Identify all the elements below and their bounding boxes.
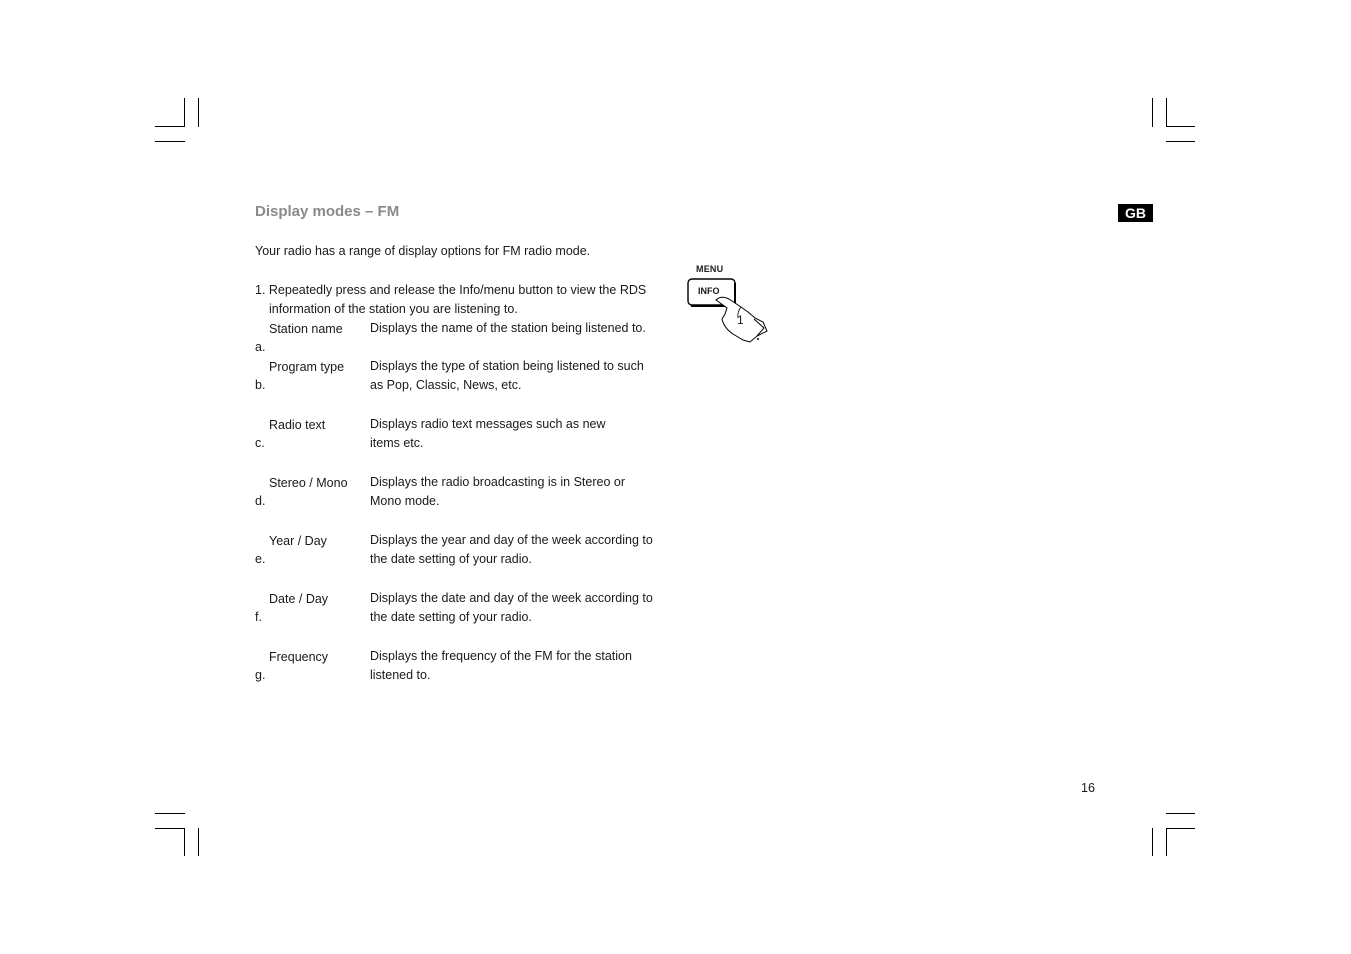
step-1 — [255, 281, 646, 319]
mode-description-line: the date setting of your radio. — [370, 610, 532, 624]
mode-name: Station name — [269, 322, 343, 336]
mode-description-line: Displays the date and day of the week according to — [370, 591, 653, 605]
crop-mark — [184, 98, 185, 127]
mode-letter: e. — [255, 552, 266, 566]
mode-description-line: items etc. — [370, 436, 424, 450]
mode-description-line: Mono mode. — [370, 494, 440, 508]
crop-mark — [198, 98, 199, 127]
info-button-illustration — [685, 262, 775, 347]
crop-mark — [198, 828, 199, 856]
mode-row-stereo-mono — [255, 473, 675, 513]
page-number: 16 — [1081, 781, 1095, 795]
crop-mark — [1166, 141, 1195, 142]
mode-row-date-day — [255, 589, 675, 629]
mode-description-line: Displays the year and day of the week according to — [370, 533, 653, 547]
step-number-label: 1 — [737, 313, 744, 327]
mode-description-line: Displays the radio broadcasting is in Stereo or — [370, 475, 625, 489]
mode-description — [370, 589, 653, 627]
mode-name: Program type — [269, 360, 345, 374]
intro-text: Your radio has a range of display options for FM radio mode. — [255, 244, 591, 258]
crop-mark — [155, 126, 185, 127]
mode-description-line: listened to. — [370, 668, 431, 682]
mode-letter: f. — [255, 610, 262, 624]
page-title: Display modes – FM — [255, 203, 400, 220]
mode-description-line: the date setting of your radio. — [370, 552, 532, 566]
mode-row-frequency — [255, 647, 675, 687]
mode-name: Radio text — [269, 418, 326, 432]
crop-mark — [155, 828, 185, 829]
crop-mark — [1152, 828, 1153, 856]
mode-description — [370, 647, 632, 685]
crop-mark — [1152, 98, 1153, 127]
mode-row-year-day — [255, 531, 675, 571]
crop-mark — [155, 813, 185, 814]
mode-description — [370, 357, 644, 395]
mode-row-radio-text — [255, 415, 675, 455]
mode-description-line: Displays the type of station being listened to such — [370, 359, 644, 373]
mode-name: Stereo / Mono — [269, 476, 348, 490]
crop-mark — [1166, 98, 1167, 127]
mode-name: Year / Day — [269, 534, 327, 548]
crop-mark — [1166, 126, 1195, 127]
mode-name: Frequency — [269, 650, 329, 664]
mode-description-line: as Pop, Classic, News, etc. — [370, 378, 522, 392]
mode-description — [370, 473, 625, 511]
step-1-line-2: information of the station you are listening to. — [269, 302, 518, 316]
mode-letter: g. — [255, 668, 266, 682]
crop-mark — [155, 141, 185, 142]
mode-letter: a. — [255, 340, 266, 354]
mode-description — [370, 319, 646, 338]
step-1-line-1: 1. Repeatedly press and release the Info/menu button to view the RDS — [255, 283, 647, 297]
mode-row-station-name — [255, 319, 675, 359]
mode-letter: c. — [255, 436, 265, 450]
crop-mark — [184, 828, 185, 856]
mode-letter: d. — [255, 494, 266, 508]
mode-description-line: Displays the frequency of the FM for the station — [370, 649, 632, 663]
crop-mark — [1166, 828, 1167, 856]
mode-description-line: Displays the name of the station being listened to. — [370, 321, 646, 335]
crop-mark — [1166, 828, 1195, 829]
mode-name: Date / Day — [269, 592, 329, 606]
mode-row-program-type — [255, 357, 675, 397]
info-button-label: INFO — [698, 286, 720, 296]
menu-label: MENU — [696, 264, 724, 274]
mode-description — [370, 415, 606, 453]
mode-description — [370, 531, 653, 569]
mode-description-line: Displays radio text messages such as new — [370, 417, 606, 431]
language-badge: GB — [1118, 204, 1153, 222]
mode-letter: b. — [255, 378, 266, 392]
crop-mark — [1166, 813, 1195, 814]
